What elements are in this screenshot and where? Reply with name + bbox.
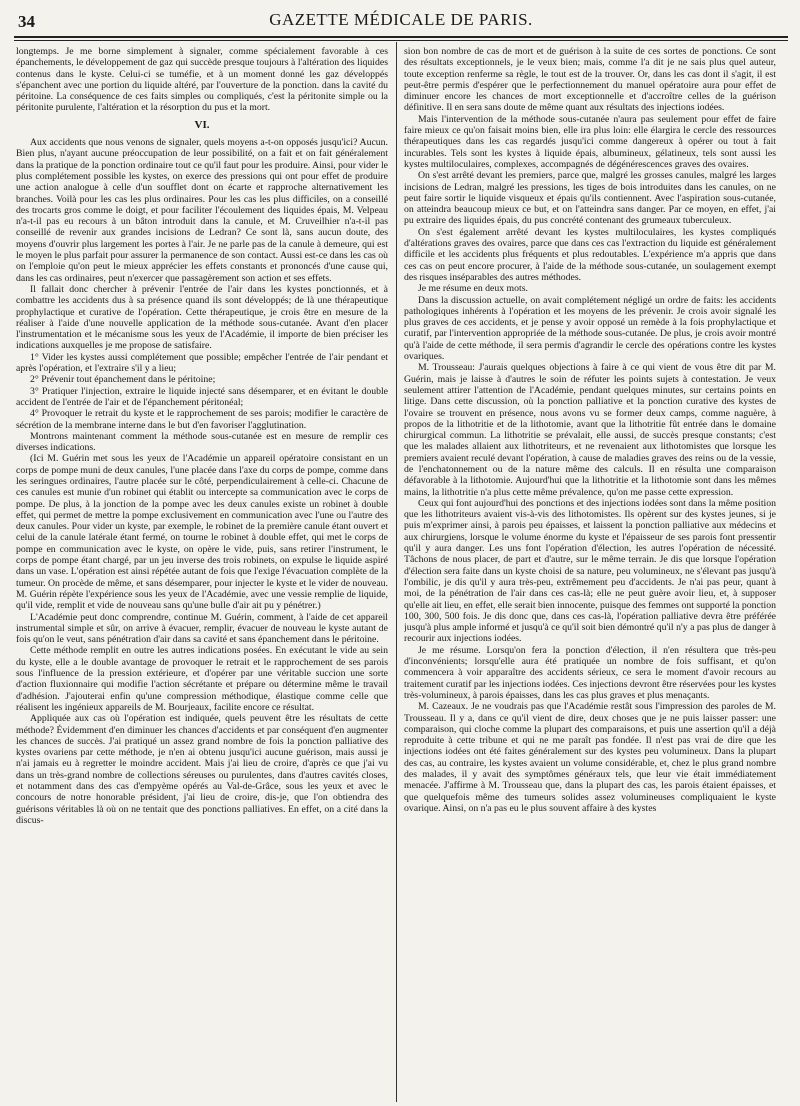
paragraph: Je me résume en deux mots. [418,283,528,295]
indications-list [16,352,388,431]
paragraph: Ceux qui font aujourd'hui des ponctions et des injections iodées sont dans la même position que les lithotriteurs avaient vis-à-vis des lithotomistes. Ils opèrent sur des kystes jeunes, si je puis m'exprimer ainsi, à parois peu épaisses, et laissent la ponction palliative aux médecins et aux chirurgiens, lorsque le volume énorme du kyste et l'épaisseur de ses parois font pressentir qu'il y aura danger. Les uns font l'opération d'élection, les autres l'opération de nécessité. Tâchons de nous placer, de part et d'autre, sur le même terrain. Je dis que lorsque l'opération d'élection sera faite dans un kyste choisi de sa nature, peu volumineux, ne s'élevant pas jusqu'à l'ombilic, je dis qu'il y aura très-peu, extrêmement peu d'accidents. Je n'ai pas peur, quant à moi, de la pénétration de l'air dans ces cas-là; elle ne peut guère avoir lieu, et, à supposer qu'elle ait lieu, en effet, elle serait bien innocente, puisque des femmes ont supporté la ponction 100, 300, 500 fois. Je dis donc que, dans ces cas-là, l'opération palliative devra être préférée jusqu'à plus ample informé et jusqu'à ce qu'il soit bien démontré qu'il n'y a pas plus de danger à recourir aux injections iodées. [404,497,776,645]
paragraph: Appliquée aux cas où l'opération est indiquée, quels peuvent être les résultats de cette méthode? Évidemment d'en diminuer les chances d'accidents et par conséquent d'en augmenter les chances de succès. J'ai pratiqué un assez grand nombre de fois la ponction palliative des kystes ovariens par cette méthode, je n'en ai obtenu jusqu'ici aucune guérison, mais aussi je n'ai jamais eu à regretter le moindre accident. Mais j'ai lieu de croire, d'après ce que j'ai vu dans un très-grand nombre de collections séreuses ou purulentes, dans d'autres cavités closes, et notamment dans des cas d'empyème opérés au Val-de-Grâce, sous les yeux et avec le concours de notre honorable président, j'ai lieu de croire, dis-je, que l'on obtiendra des guérisons véritables là où on ne tentait que des ponctions palliatives. En effet, on a cité dans la discus- [16,713,388,826]
paragraph: Cette méthode remplit en outre les autres indications posées. En exécutant le vide au sein du kyste, elle a le double avantage de provoquer le retrait et le rapprochement de ses parois sous l'influence de la pression extérieure, et d'opérer par une véritable succion une sorte d'action fluxionnaire qui modifie l'action sécrétante et prépare ou détermine même le travail d'adhésion. J'ajouterai enfin qu'une compression méthodique, élastique comme celle que réalisent les ingénieux appareils de M. Bourjeaux, facilite encore ce résultat. [16,645,388,713]
list-item: 3° Pratiquer l'injection, extraire le liquide injecté sans désemparer, et en évitant le double accident de l'entrée de l'air et de l'épanchement péritonéal; [16,385,388,408]
left-column [16,46,388,1102]
paragraph: Il fallait donc chercher à prévenir l'entrée de l'air dans les kystes ponctionnés, et à combattre les accidents dus à sa présence quand ils sont développés; de là une thérapeutique prophylactique et curative de l'opération. Cette thérapeutique, je crois être en mesure de la réaliser à l'aide d'une nouvelle application de la méthode sous-cutanée. Avant d'en placer l'instrumentation et le mécanisme sous les yeux de l'Académie, il importe de bien préciser les indications auxquelles je me propose de satisfaire. [16,283,388,352]
paragraph: Dans la discussion actuelle, on avait complétement négligé un ordre de faits: les accidents pathologiques inhérents à l'opération et les moyens de les prévenir. Je crois avoir signalé les plus graves de ces accidents, et je pense y avoir opposé un remède à la fois prophylactique et curatif, par l'intervention appropriée de la méthode sous-cutanée. De plus, je crois avoir montré qu'à l'aide de cette méthode, il sera permis d'agrandir le cercle des opérations contre les kystes ovariques. [404,294,776,363]
section-heading: VI. [194,118,210,131]
page-number: 34 [18,12,35,31]
paragraph: longtemps. Je me borne simplement à signaler, comme spécialement favorable à ces épanchements, le développement de gaz qui succède presque toujours à l'altération des liquides contenus dans le kyste. Celui-ci se tuméfie, et à un moment donné les gaz développés s'épanchent avec une portion du liquide altéré, par l'ouverture de la ponction. dans la cavité du péritoine. La conséquence de ces faits simples ou compliqués, c'est la péritonite simple ou la péritonite purulente, l'altération et la résorption du pus et la mort. [16,46,388,114]
paragraph: L'Académie peut donc comprendre, continue M. Guérin, comment, à l'aide de cet appareil instrumental simple et sûr, on arrive à évacuer, remplir, évacuer de nouveau le kyste autant de fois qu'on le veut, sans pénétration d'air dans sa cavité et sans épanchement dans le péritoine. [16,611,388,646]
paragraph: Montrons maintenant comment la méthode sous-cutanée est en mesure de remplir ces diverses indications. [16,430,388,454]
paragraph: sion bon nombre de cas de mort et de guérison à la suite de ces sortes de ponctions. Ce sont des résultats exceptionnels, je le veux bien; mais, comme l'a dit je ne sais plus quel auteur, toute exception renferme sa règle, le tout est de la trouver. Or, dans les cas dont il s'agit, il est peut-être permis d'espérer que le perfectionnement du manuel opératoire aura pour effet de diminuer encore les chances de mort exceptionnelle et d'accroître celles de la guérison définitive. Il en sera sans doute de même quant aux résultats des injections iodées. [404,46,776,114]
column-divider [396,42,397,1102]
paragraph: M. Trousseau: J'aurais quelques objections à faire à ce qui vient de vous être dit par M. Guérin, mais je laisse à d'autres le soin de réfuter les points sujets à contestation. Je veux seulement attirer l'attention de l'Académie, pendant quelques minutes, sur certains points en litige. Dans cette discussion, où la ponction palliative et la ponction curative des kystes de l'ovaire se trouvent en présence, nous avons vu se former deux camps, comme naguère, à propos de la lithotritie et de la lithotomie, avant que la lithotritie fût entrée dans le domaine chirurgical commun. La lithotritie se prévalait, elle aussi, de succès presque constants; c'est que les malades allaient aux lithotriteurs, et ne revenaient aux lithotomistes que lorsque les premiers avaient reculé devant l'opération, à cause de maladies graves des reins ou de la vessie, de l'enchatonnement ou de la nature même des calculs. Il en résulta une comparaison défavorable à la lithotomie. Aujourd'hui que la lithotritie et la lithotomie sont dans les mêmes mains, la lithotritie n'a plus cette même prévalence, qu'on me passe cette expression. [404,362,776,498]
paragraph: Mais l'intervention de la méthode sous-cutanée n'aura pas seulement pour effet de faire faire mieux ce qu'on faisait moins bien, elle ira plus loin: elle élargira le cercle des ressources thérapeutiques dans les cas regardés jusqu'ici comme dangereux à opérer ou tout à fait incurables. Tels sont les kystes à liquide épais, albumineux, gélatineux, tels sont aussi les kystes multiloculaires, complexes, accompagnés de dégénérescences graves des ovaires. [404,113,776,170]
header-rule-thin [14,40,788,41]
journal-title: GAZETTE MÉDICALE DE PARIS. [269,10,533,29]
paragraph: M. Cazeaux. Je ne voudrais pas que l'Académie restât sous l'impression des paroles de M. Trousseau. Il y a, dans ce qu'il vient de dire, deux choses que je ne puis laisser passer: une comparaison, qui cloche comme la plupart des comparaisons, et puis une assertion qu'il a déjà reproduite à cette tribune et qui ne me paraît pas fondée. Il n'est pas vrai de dire que les injections iodées ont été faites généralement sur des kystes peu volumineux. Dans la plupart des cas, au contraire, les kystes avaient un volume considérable, et, chez le plus grand nombre des malades, il y avait des symptômes généraux tels, que leur vie était immédiatement menacée. J'affirme à M. Trousseau que, dans la plupart des cas, les parois étaient épaisses, et que quelquefois même des tumeurs solides assez volumineuses compliquaient le kyste ovarique. Ainsi, on n'a pas eu le plus souvent affaire à des kystes [404,701,776,814]
paragraph: (Ici M. Guérin met sous les yeux de l'Académie un appareil opératoire consistant en un corps de pompe muni de deux canules, l'une placée dans l'axe du corps de pompe, comme dans les seringues ordinaires, l'autre placée sur le côté, perpendiculairement à celle-ci. Chacune de ces canules est munie d'un robinet qui établit ou intercepte sa communication avec le corps de pompe. De plus, à la jonction de la pompe avec les deux canules existe un robinet à double effet, qui permet de mettre la pompe exclusivement en communication avec l'une ou l'autre des deux canules. Pour vider un kyste, par exemple, le robinet de la première canule étant ouvert et celui de la canule latérale étant fermé, on tourne le robinet à double effet, qui met le corps de pompe en communication avec le kyste, on opère le vide, puis, sans retirer l'instrument, le corps de pompe étant chargé, par un jeu inverse des trois robinets, on expulse le liquide aspiré dans un vase. L'opération est ainsi répétée autant de fois que l'exige l'évacuation complète de la tumeur. On procède de même, et sans désemparer, pour injecter le kyste et le vider de nouveau. M. Guérin répète l'expérience sous les yeux de l'Académie, avec une vessie remplie de liquide, qu'il vide, remplit et vide de nouveau sans qu'une bulle d'air ait pu y pénétrer.) [16,453,388,612]
right-column [404,46,776,1102]
list-item: 4° Provoquer le retrait du kyste et le rapprochement de ses parois; modifier le caractère de sécrétion de la membrane interne dans le but d'en favoriser l'agglutination. [16,408,388,431]
paragraph: Aux accidents que nous venons de signaler, quels moyens a-t-on opposés jusqu'ici? Aucun. Bien plus, n'ayant aucune préoccupation de leur possibilité, on a fait et on fait généralement dans la pratique de la ponction ordinaire tout ce qu'il faut pour les produire. Ainsi, pour vider le plus complétement possible les kystes, on exerce des pressions qui ont pour effet de produire une action analogue à celle d'un soufflet dont on écarte et rapproche alternativement les branches. Voilà pour les cas les plus ordinaires. Pour les cas les plus difficiles, on a conseillé des trocarts gros comme le doigt, et pour faciliter l'écoulement des liquides épais, M. Velpeau n'a-t-il pas eu recours à un bâton introduit dans la canule, et M. Cruveilhier n'a-t-il pas conseillé de revenir aux grandes incisions de Ledran? Ce sont là, sans aucun doute, des moyens d'ouvrir plus largement les portes à l'air. Je ne parle pas de la canule à demeure, qui est le moyen le plus parfait pour assurer la permanence de son contact. Aussi est-ce dans les cas où on l'emploie qu'on peut le mieux apprécier les effets constants et prononcés d'une cause qui, dans les cas ordinaires, peut n'exercer que passagèrement son action et ses effets. [16,137,388,284]
page-header [14,6,788,34]
paragraph: On s'est également arrêté devant les kystes multiloculaires, les kystes compliqués d'altérations graves des ovaires, parce que dans ces cas l'extraction du liquide est généralement difficile et les accidents plus fréquents et plus redoutables. L'expérience m'a appris que dans ces cas on peut encore procurer, à l'aide de la méthode sous-cutanée, un soulagement exempt des risques inséparables des autres méthodes. [404,226,776,283]
paragraph: Je me résume. Lorsqu'on fera la ponction d'élection, il n'en résultera que très-peu d'inconvénients; lorsqu'elle aura été pratiquée un nombre de fois suffisant, et qu'on commencera à voir apparaître des accidents sérieux, ce sera le moment d'avoir recours au traitement curatif par les injections iodées. Ces injections devront être réservées pour les kystes très-volumineux, à parois épaisses, dans les cas plus graves et plus menaçants. [404,644,776,701]
paragraph: On s'est arrêté devant les premiers, parce que, malgré les grosses canules, malgré les larges incisions de Ledran, malgré les pressions, les tiges de bois introduites dans les canules, on ne peut faire sortir le liquide visqueux et épais qu'ils contiennent. Avec l'aspiration sous-cutanée, on atteindra beaucoup mieux ce but, et on l'atteindra sans danger. Par ce moyen, en effet, j'ai pu extraire des liquides épais, du pus concrété contenant des grumeaux tuberculeux. [404,170,776,227]
list-item: 1° Vider les kystes aussi complétement que possible; empêcher l'entrée de l'air pendant et après l'opération, et l'extraire s'il y a lieu; [16,351,388,375]
list-item: 2° Prévenir tout épanchement dans le péritoine; [30,374,216,386]
header-rule [14,36,788,38]
